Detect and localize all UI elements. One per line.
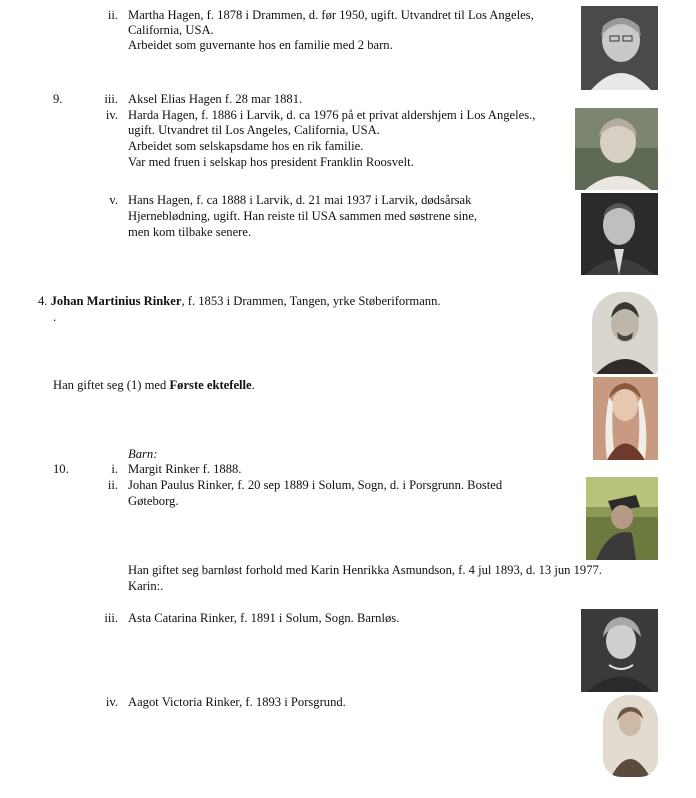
roman-numeral: i. bbox=[111, 462, 118, 476]
entry-text: Hjerneblødning, ugift. Han reiste til USA sammen med søstrene sine, bbox=[128, 209, 478, 223]
person-heading bbox=[38, 294, 441, 310]
entry-text: Margit Rinker f. 1888. bbox=[128, 462, 242, 476]
entry-text: Aksel Elias Hagen f. 28 mar 1881. bbox=[128, 92, 303, 106]
photo-johan-paulus-rinker bbox=[586, 477, 658, 560]
photo-harda-hagen bbox=[575, 108, 658, 190]
roman-numeral: iv. bbox=[105, 108, 118, 122]
photo-hans-hagen bbox=[581, 193, 658, 275]
entry-text: Hans Hagen, f. ca 1888 i Larvik, d. 21 mai 1937 i Larvik, dødsårsak bbox=[128, 193, 472, 207]
person-number: 4. bbox=[38, 294, 51, 308]
entry-note: Karin:. bbox=[128, 579, 164, 593]
photo-aagot-victoria-rinker bbox=[603, 695, 658, 777]
portrait-image bbox=[575, 108, 658, 190]
person-name: Johan Martinius Rinker bbox=[50, 294, 182, 308]
portrait-image bbox=[581, 6, 658, 90]
entry-text: California, USA. bbox=[128, 23, 214, 37]
roman-numeral: ii. bbox=[107, 478, 118, 492]
marriage-text: Han giftet seg (1) med bbox=[53, 378, 170, 392]
marriage-end: . bbox=[251, 378, 255, 392]
entry-text: Gøteborg. bbox=[128, 494, 179, 508]
photo-martha-hagen bbox=[581, 6, 658, 90]
entry-text: Martha Hagen, f. 1878 i Drammen, d. før 1950, ugift. Utvandret til Los Angeles, bbox=[128, 8, 534, 22]
generation-number: 10. bbox=[53, 462, 69, 476]
entry-text: Arbeidet som selskapsdame hos en rik familie. bbox=[128, 139, 364, 153]
portrait-image bbox=[586, 477, 658, 560]
roman-numeral: iii. bbox=[104, 611, 118, 625]
trailing-dot: . bbox=[53, 310, 57, 324]
roman-numeral: iii. bbox=[104, 92, 118, 106]
roman-numeral: v. bbox=[109, 193, 118, 207]
roman-numeral: ii. bbox=[107, 8, 118, 22]
entry-text: Arbeidet som guvernante hos en familie med 2 barn. bbox=[128, 38, 393, 52]
person-details: , f. 1853 i Drammen, Tangen, yrke Støberiformann. bbox=[181, 294, 441, 308]
entry-text: Asta Catarina Rinker, f. 1891 i Solum, Sogn. Barnløs. bbox=[128, 611, 400, 625]
portrait-image bbox=[592, 292, 658, 374]
photo-forste-ektefelle bbox=[593, 377, 658, 460]
roman-numeral: iv. bbox=[105, 695, 118, 709]
entry-text: Harda Hagen, f. 1886 i Larvik, d. ca 1976 på et privat aldershjem i Los Angeles., bbox=[128, 108, 536, 122]
generation-number: 9. bbox=[53, 92, 63, 106]
portrait-image bbox=[581, 609, 658, 692]
entry-text: Johan Paulus Rinker, f. 20 sep 1889 i Solum, Sogn, d. i Porsgrunn. Bosted bbox=[128, 478, 503, 492]
portrait-image bbox=[603, 695, 658, 777]
photo-johan-martinius-rinker bbox=[592, 292, 658, 374]
entry-text: ugift. Utvandret til Los Angeles, California, USA. bbox=[128, 123, 380, 137]
spouse-name: Første ektefelle bbox=[169, 378, 252, 392]
children-heading: Barn: bbox=[128, 447, 158, 461]
portrait-image bbox=[593, 377, 658, 460]
entry-note: Han giftet seg barnløst forhold med Karin Henrikka Asmundson, f. 4 jul 1893, d. 13 jun 1977. bbox=[128, 563, 602, 577]
portrait-image bbox=[581, 193, 658, 275]
photo-asta-catarina-rinker bbox=[581, 609, 658, 692]
entry-text: men kom tilbake senere. bbox=[128, 225, 252, 239]
entry-text: Var med fruen i selskap hos president Franklin Roosvelt. bbox=[128, 155, 414, 169]
entry-text: Aagot Victoria Rinker, f. 1893 i Porsgrund. bbox=[128, 695, 346, 709]
